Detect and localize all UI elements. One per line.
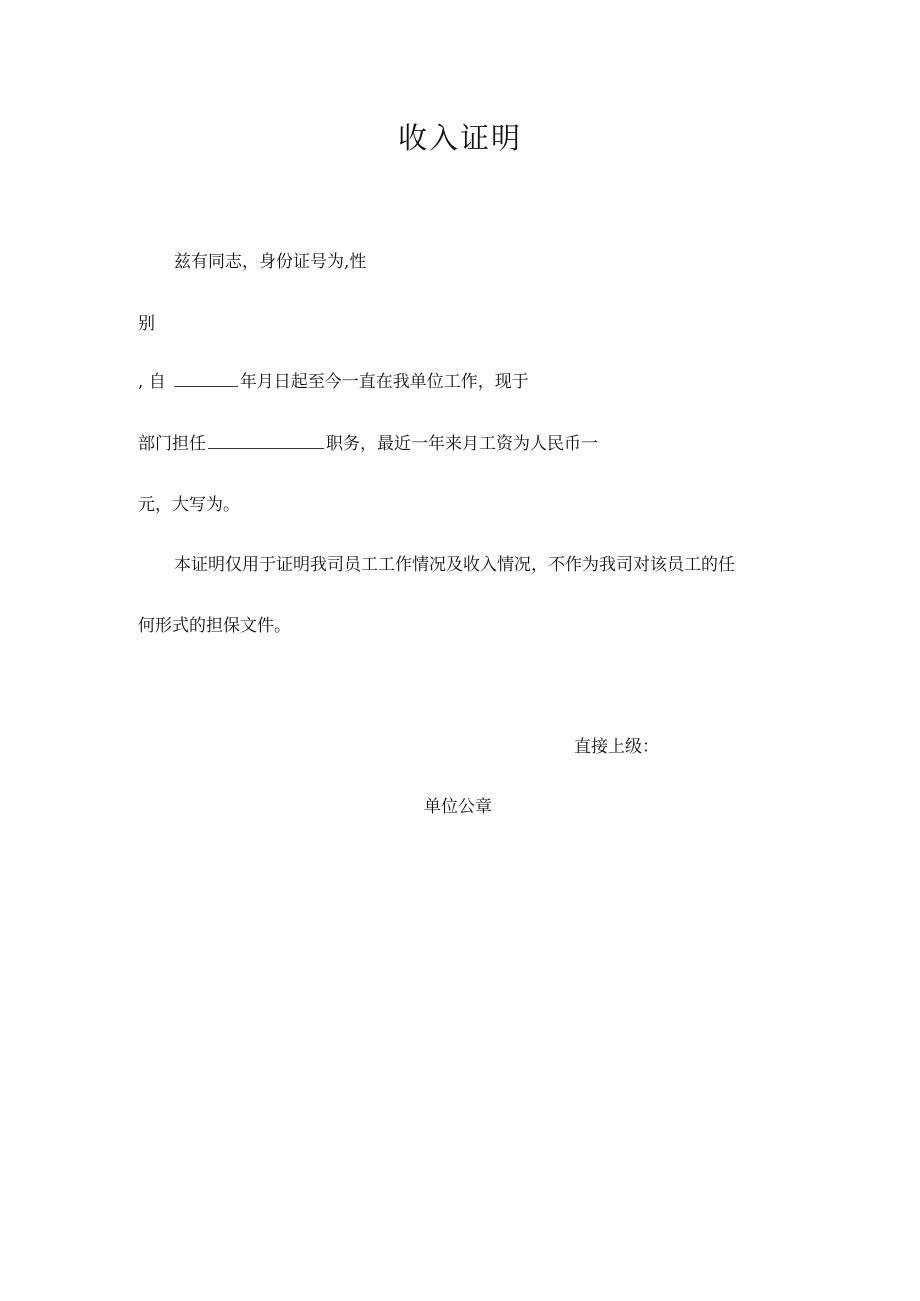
- body-line-3-prefix: , 自: [138, 372, 166, 392]
- body-line-7: 何形式的担保文件。: [138, 616, 291, 636]
- body-line-6: 本证明仅用于证明我司员工工作情况及收入情况，不作为我司对该员工的任: [174, 555, 735, 575]
- body-line-4: [138, 432, 598, 456]
- body-line-1: 兹有同志，身份证号为,性: [174, 252, 367, 272]
- date-blank: [174, 370, 238, 387]
- body-line-5: 元，大写为。: [138, 495, 240, 515]
- body-line-3: [138, 370, 529, 394]
- body-line-3-suffix: 年月日起至今一直在我单位工作，现于: [239, 372, 529, 392]
- body-line-4-suffix: 职务，最近一年来月工资为人民币一: [326, 434, 598, 454]
- body-line-2: 别: [138, 314, 155, 334]
- position-blank: [208, 432, 324, 449]
- body-line-4-prefix: 部门担任: [138, 434, 206, 454]
- seal-label: 单位公章: [424, 797, 492, 817]
- signature-label: 直接上级：: [574, 737, 659, 757]
- document-title: 收入证明: [397, 121, 522, 155]
